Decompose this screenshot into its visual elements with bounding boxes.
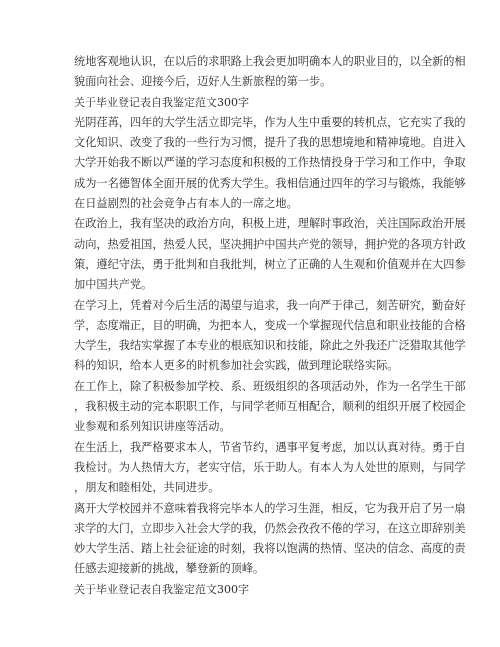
text-line: ，我积极主动的完本职职工作，与同学老师互相配合，顺利的组织开展了校园企 [74, 400, 466, 414]
text-line: 离开大学校园并不意味着我将完毕本人的学习生涯，相反，它为我开启了另一扇 [74, 501, 466, 515]
text-line: 貌面向社会、迎接今后，迈好人生新旅程的第一步。 [74, 75, 332, 89]
text-line: 动向，热爱祖国，热爱人民，坚决拥护中国共产党的领导，拥护党的各项方针政 [74, 237, 466, 251]
body-paragraph [74, 113, 466, 214]
text-line: 大学开始我不断以严谨的学习态度和积极的工作热情投身于学习和工作中，争取 [74, 156, 466, 170]
text-line: 在学习上，凭着对今后生活的渴望与追求，我一向严于律己，刻苦研究，勤奋好 [74, 298, 466, 312]
body-paragraph [74, 438, 466, 499]
text-line: 妙大学生活、踏上社会征途的时刻，我将以饱满的热情、坚决的信念、高度的责 [74, 542, 466, 556]
text-line: 科的知识，给本人更多的时机参加社会实践，做到理论联络实际。 [74, 359, 399, 373]
text-line: 成为一名德智体全面开展的优秀大学生。我相信通过四年的学习与锻炼，我能够 [74, 176, 466, 190]
text-line: 业参观和系列知识讲座等活动。 [74, 420, 231, 434]
text-line: 任感去迎接新的挑战，攀登新的顶峰。 [74, 562, 265, 576]
text-line: 求学的大门，立即步入社会大学的我，仍然会孜孜不倦的学习，在这立即辞别美 [74, 521, 466, 535]
text-line: 学，态度端正，目的明确，为把本人，变成一个掌握现代信息和职业技能的合格 [74, 318, 466, 332]
text-line: 光阴荏苒，四年的大学生活立即完毕，作为人生中重要的转机点，它充实了我的 [74, 115, 466, 129]
text-line: 在日益剧烈的社会竞争占有本人的一席之地。 [74, 197, 298, 211]
body-paragraph [74, 377, 466, 438]
text-line: 在生活上，我严格要求本人，节省节约，遇事平复考虑，加以认真对待。勇于自 [74, 440, 466, 454]
text-line: 大学生，我结实掌握了本专业的根底知识和技能，除此之外我还广泛猎取其他学 [74, 339, 466, 353]
text-line: 我检讨。为人热情大方，老实守信，乐于助人。有本人为人处世的原则，与同学 [74, 460, 466, 474]
text-line: 策，遵纪守法，勇于批判和自我批判，树立了正确的人生观和价值观并在大四参 [74, 257, 466, 271]
document-page [74, 52, 466, 600]
text-line: 在工作上，除了积极参加学校、系、班级组织的各项活动外，作为一名学生干部 [74, 379, 466, 393]
text-line: 在政治上，我有坚决的政治方向，积极上进，理解时事政治，关注国际政治开展 [74, 217, 466, 231]
text-line: 关于毕业登记表自我鉴定范文300字 [74, 95, 249, 109]
text-line: 文化知识、改变了我的一些行为习惯，提升了我的思想境地和精神境地。自进入 [74, 136, 466, 150]
text-line: 加中国共产党。 [74, 278, 153, 292]
text-line: 统地客观地认识，在以后的求职路上我会更加明确本人的职业目的，以全新的相 [74, 55, 466, 68]
section-heading [74, 580, 434, 600]
text-line: 关于毕业登记表自我鉴定范文300字 [74, 582, 249, 596]
body-paragraph [74, 52, 466, 93]
body-paragraph [74, 499, 466, 580]
body-paragraph [74, 214, 466, 295]
section-heading [74, 93, 434, 113]
body-paragraph [74, 296, 466, 377]
text-line: ，朋友和睦相处，共同进步。 [74, 481, 220, 495]
